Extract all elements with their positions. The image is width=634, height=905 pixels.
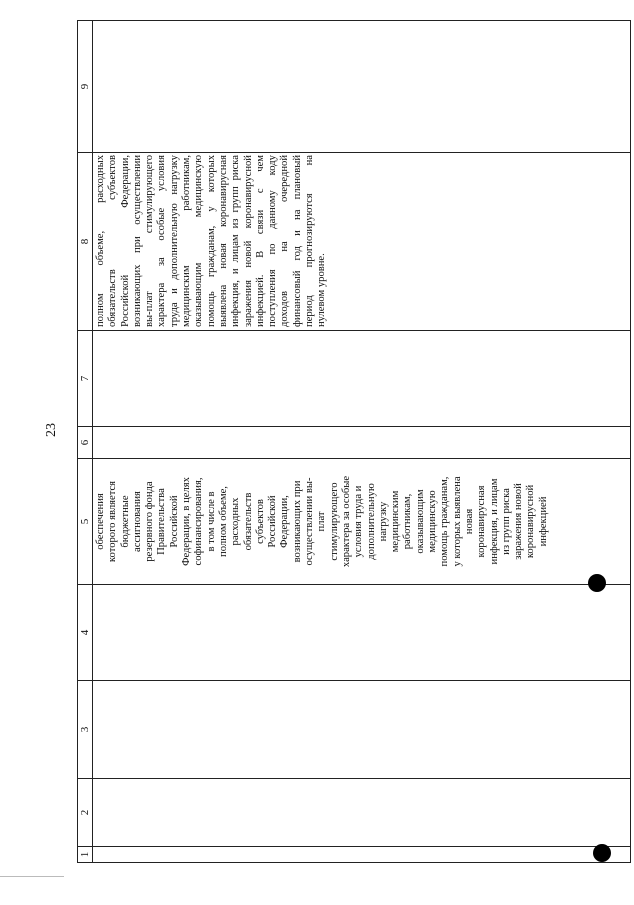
data-table (77, 20, 631, 863)
col8-text-line: поступления по данному коду (267, 155, 279, 327)
col-header-4: 4 (78, 585, 93, 681)
col5-text-line: Российской (168, 495, 180, 548)
col5-text-line: коронавирусной (525, 484, 537, 559)
punch-hole-top (588, 574, 606, 592)
col5-text-line: характера за особые (340, 475, 352, 568)
table-row (93, 21, 631, 863)
col5-text-line: обеспечения (95, 493, 106, 550)
cell-col-7 (93, 331, 631, 427)
col8-text-line: нулевом уровне. (316, 253, 328, 327)
col8-text-line: доходов на очередной (279, 155, 291, 327)
col-header-1: 1 (78, 847, 93, 863)
col5-text-line: возникающих при (291, 480, 303, 563)
col-header-7: 7 (78, 331, 93, 427)
col5-text-line: Федерации, в целях (181, 477, 193, 566)
col5-text-line: осуществлении вы- (304, 477, 316, 566)
col5-text-line: условия труда и (353, 485, 365, 558)
col5-text-line: работникам, (402, 493, 414, 550)
col8-text-line: обязательств субъектов (107, 155, 119, 327)
col5-text-line: плат (316, 511, 328, 532)
cell-col-1 (93, 847, 631, 863)
col5-text-line: дополнительную (365, 483, 377, 560)
col8-text-line: инфекция, и лицам из групп риска (230, 155, 242, 327)
col8-text-line: полном объеме, расходных (95, 155, 106, 327)
col8-text-line: возникающих при осуществлении (131, 155, 143, 327)
col5-text-line: стимулирующего (328, 482, 340, 561)
col8-text-line: финансовый год и на плановый (291, 155, 303, 327)
col5-text-line: у которых выявлена (451, 476, 463, 567)
col8-text-line: оказывающим медицинскую (193, 155, 205, 327)
col5-text-line: заражения новой (513, 483, 525, 560)
cell-col-2 (93, 779, 631, 847)
cell-col-3 (93, 681, 631, 779)
header-row (78, 21, 93, 863)
col5-text-line: полном объеме, (217, 486, 229, 557)
col8-text-line: Российской Федерации, (119, 155, 131, 327)
col5-text-line: софинансирования, (193, 477, 205, 566)
col8-text-line: выявлена новая коронавирусная (217, 155, 229, 327)
col5-text-line: обязательств (242, 492, 254, 551)
rotated-table-wrapper (77, 21, 631, 863)
col5-text-line: в том числе в (205, 491, 217, 552)
punch-hole-bottom (593, 844, 611, 862)
col5-text-line: медицинским (390, 490, 402, 553)
col5-text-line: медицинскую (427, 490, 439, 553)
col-header-3: 3 (78, 681, 93, 779)
col8-text-line: вы-плат стимулирующего (144, 155, 156, 327)
col5-text-line: бюджетные (119, 495, 131, 548)
col-header-5: 5 (78, 459, 93, 585)
col8-text-line: период прогнозируются на (304, 155, 316, 327)
col5-text-line: ассигнования (131, 491, 143, 552)
col8-text-line: заражения новой коронавирусной (242, 155, 254, 327)
col5-text-line: субъектов (254, 499, 266, 544)
col5-text-line: коронавирусная (476, 485, 488, 558)
col8-text-line: инфекцией. В связи с чем (254, 155, 266, 327)
col5-text-line: которого является (107, 480, 119, 563)
col5-text-line: помощь гражданам, (439, 476, 451, 567)
col8-text-line: помощь гражданам, у которых (205, 155, 217, 327)
page-number: 23 (44, 423, 59, 437)
col5-text-line: инфекцией (537, 496, 549, 547)
col5-text-line: оказывающим (414, 489, 426, 554)
cell-col-4 (93, 585, 631, 681)
col5-text-line: новая (463, 508, 475, 535)
col5-text-line: резервного фонда (144, 481, 156, 562)
col-header-8: 8 (78, 153, 93, 331)
scan-edge-line (0, 876, 64, 877)
col5-text-line: нагрузку (377, 501, 389, 542)
col5-text-line: инфекция, и лицам (488, 478, 500, 565)
col8-text-line: труда и дополнительную нагрузку (168, 155, 180, 327)
col5-text-line: Правительства (156, 488, 168, 555)
col8-text-line: медицинским работникам, (181, 155, 193, 327)
col5-text-line: из групп риска (500, 488, 512, 555)
col-header-9: 9 (78, 21, 93, 153)
col-header-6: 6 (78, 427, 93, 459)
col-header-2: 2 (78, 779, 93, 847)
col5-text-line: Федерации, (279, 495, 291, 548)
col8-text-line: характера за особые условия (156, 155, 168, 327)
col5-text-line: Российской (267, 495, 279, 548)
cell-col-8 (93, 153, 631, 331)
col5-text-line: расходных (230, 497, 242, 546)
cell-col-5 (93, 459, 631, 585)
cell-col-6 (93, 427, 631, 459)
cell-col-9 (93, 21, 631, 153)
